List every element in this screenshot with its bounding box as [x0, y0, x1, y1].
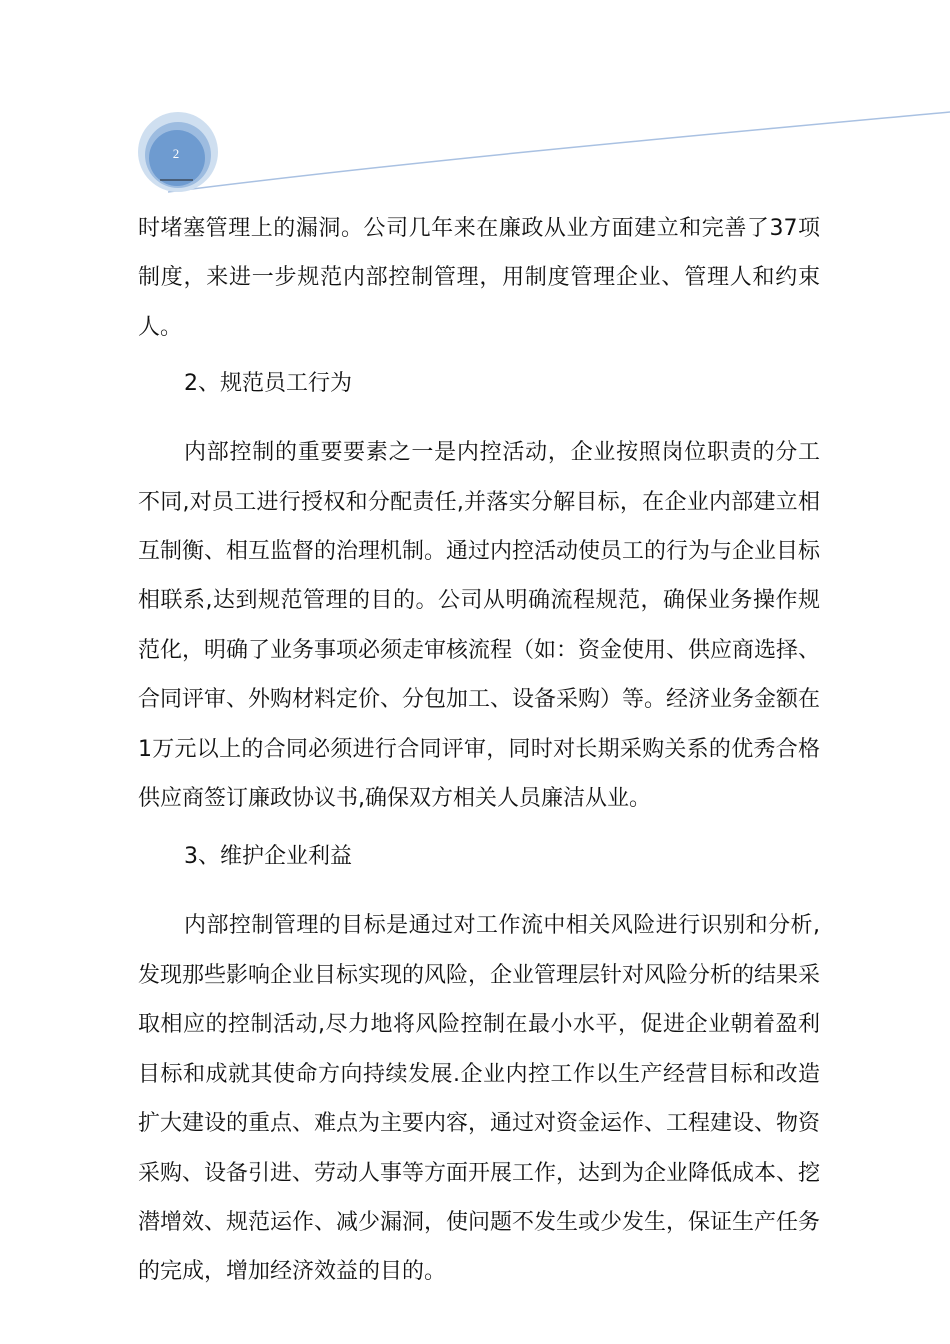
- header-decoration: [0, 0, 950, 210]
- heading-2: 2、规范员工行为: [184, 371, 352, 397]
- document-body: [138, 204, 820, 1297]
- page-number: 2: [172, 146, 180, 161]
- header-line: [168, 112, 950, 192]
- paragraph-1: 时堵塞管理上的漏洞。公司几年来在廉政从业方面建立和完善了37项制度，来进一步规范内部控制管理，用制度管理企业、管理人和约束人。: [138, 216, 820, 340]
- paragraph-2: 内部控制的重要要素之一是内控活动，企业按照岗位职责的分工不同,对员工进行授权和分配责任,并落实分解目标，在企业内部建立相互制衡、相互监督的治理机制。通过内控活动使员工的行为与企业目标相联系,达到规范管理的目的。公司从明确流程规范，确保业务操作规范化，明确了业务事项必须走审核流程（如：资金使用、供应商选择、合同评审、外购材料定价、分包加工、设备采购）等。经济业务金额在1万元以上的合同必须进行合同评审，同时对长期采购关系的优秀合格供应商签订廉政协议书,确保双方相关人员廉洁从业。: [138, 440, 821, 812]
- heading-3: 3、维护企业利益: [184, 844, 352, 870]
- paragraph-3: 内部控制管理的目标是通过对工作流中相关风险进行识别和分析,发现那些影响企业目标实现的风险，企业管理层针对风险分析的结果采取相应的控制活动,尽力地将风险控制在最小水平，促进企业朝着盈利目标和成就其使命方向持续发展.企业内控工作以生产经营目标和改造扩大建设的重点、难点为主要内容，通过对资金运作、工程建设、物资采购、设备引进、劳动人事等方面开展工作，达到为企业降低成本、挖潜增效、规范运作、减少漏洞，使问题不发生或少发生，保证生产任务的完成，增加经济效益的目的。: [138, 913, 821, 1285]
